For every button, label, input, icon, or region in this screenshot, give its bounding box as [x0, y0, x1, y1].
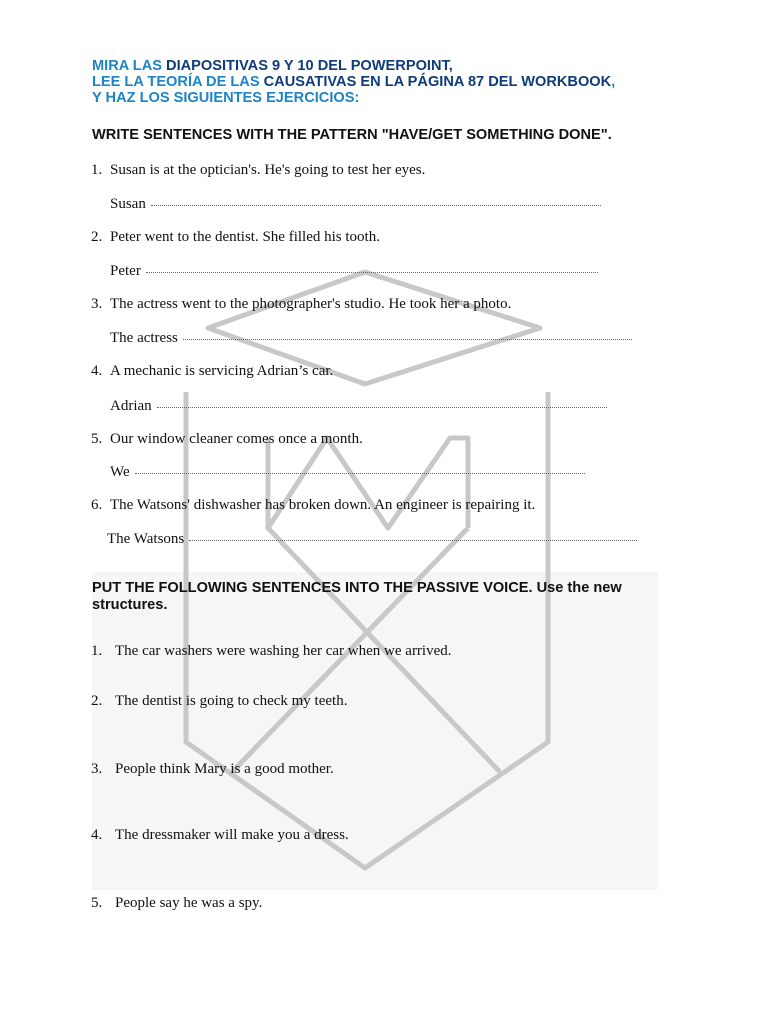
dotted-answer-line[interactable]: [183, 339, 632, 340]
exercise-1-item-2: 2. Peter went to the dentist. She filled his tooth.: [91, 229, 380, 245]
section-1-title: WRITE SENTENCES WITH THE PATTERN "HAVE/GET SOMETHING DONE".: [92, 127, 612, 143]
header-line-1: MIRA LAS DIAPOSITIVAS 9 Y 10 DEL POWERPOINT,: [92, 58, 453, 74]
exercise-1-item-1: 1. Susan is at the optician's. He's going to test her eyes.: [91, 162, 426, 178]
exercise-2-item-1: 1. The car washers were washing her car when we arrived.: [91, 643, 452, 659]
exercise-1-item-5: 5. Our window cleaner comes once a month.: [91, 431, 363, 447]
answer-line-5[interactable]: We: [110, 463, 585, 481]
answer-line-3[interactable]: The actress: [110, 329, 632, 347]
dotted-answer-line[interactable]: [146, 272, 598, 273]
dotted-answer-line[interactable]: [151, 205, 601, 206]
answer-line-1[interactable]: Susan: [110, 195, 601, 213]
dotted-answer-line[interactable]: [157, 407, 607, 408]
answer-line-4[interactable]: Adrian: [110, 397, 607, 415]
header-line-3: Y HAZ LOS SIGUIENTES EJERCICIOS:: [92, 90, 360, 106]
instructions-header: [92, 58, 732, 106]
exercise-1-item-4: 4. A mechanic is servicing Adrian’s car.: [91, 363, 334, 379]
exercise-1-item-6: 6. The Watsons' dishwasher has broken down. An engineer is repairing it.: [91, 497, 536, 513]
exercise-2-item-5: 5. People say he was a spy.: [91, 895, 263, 911]
exercise-2-item-3: 3. People think Mary is a good mother.: [91, 761, 334, 777]
answer-line-2[interactable]: Peter: [110, 262, 598, 280]
exercise-1-item-3: 3. The actress went to the photographer's studio. He took her a photo.: [91, 296, 512, 312]
header-line-2: LEE LA TEORÍA DE LAS CAUSATIVAS EN LA PÁGINA 87 DEL WORKBOOK,: [92, 74, 616, 90]
exercise-2-item-2: 2. The dentist is going to check my teeth.: [91, 693, 348, 709]
section-2-title: PUT THE FOLLOWING SENTENCES INTO THE PASSIVE VOICE. Use the new structures.: [92, 580, 622, 613]
answer-line-6[interactable]: The Watsons: [107, 530, 637, 548]
dotted-answer-line[interactable]: [189, 540, 637, 541]
watermark-upper-zigzag: [268, 438, 468, 528]
exercise-2-item-4: 4. The dressmaker will make you a dress.: [91, 827, 349, 843]
dotted-answer-line[interactable]: [135, 473, 585, 474]
